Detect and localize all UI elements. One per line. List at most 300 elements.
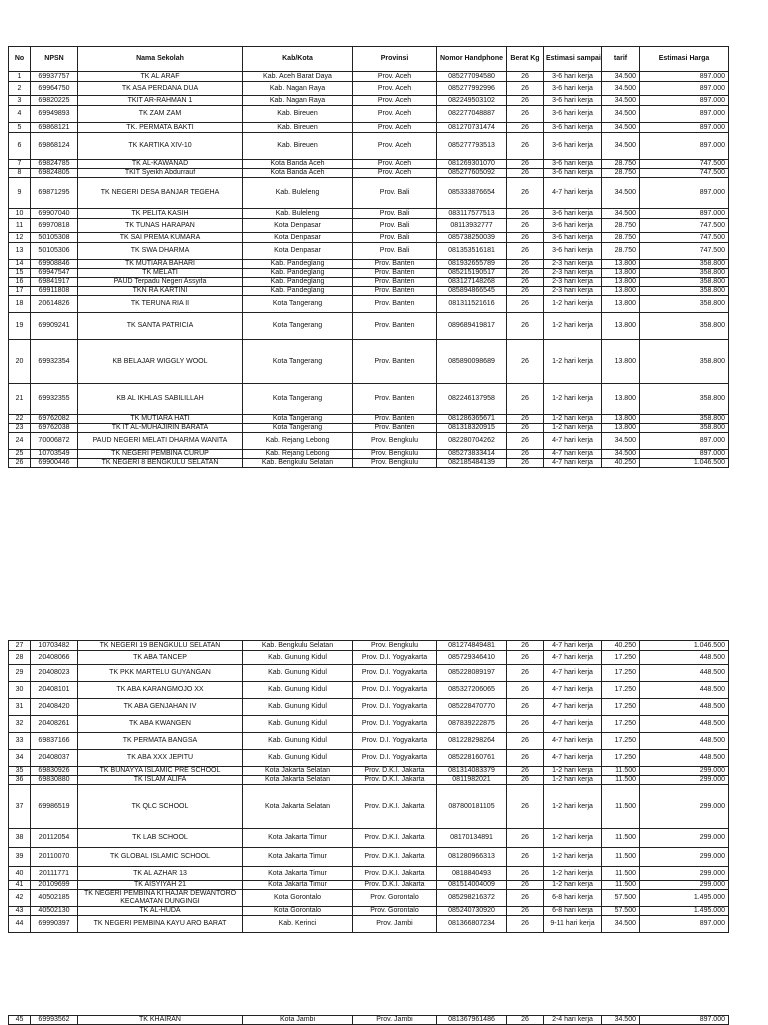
cell-nama-sekolah: TK ABA TANCEP — [78, 651, 243, 665]
table-row — [9, 169, 729, 178]
cell-provinsi: Prov. Banten — [353, 296, 437, 313]
cell-estimasi-harga: 897.000 — [640, 72, 729, 82]
cell-estimasi-sampai: 1-2 hari kerja — [544, 848, 602, 867]
cell-kab-kota: Kab. Gunung Kidul — [243, 651, 353, 665]
cell-tarif: 11.500 — [602, 785, 640, 829]
cell-tarif: 17.250 — [602, 733, 640, 750]
cell-kab-kota: Kota Tangerang — [243, 296, 353, 313]
cell-no: 16 — [9, 278, 31, 287]
cell-nomor-handphone: 085277605092 — [437, 169, 507, 178]
cell-estimasi-sampai: 2-4 hari kerja — [544, 1016, 602, 1025]
cell-nomor-handphone: 081228298264 — [437, 733, 507, 750]
cell-berat-kg: 26 — [507, 651, 544, 665]
cell-no: 10 — [9, 209, 31, 219]
cell-no: 41 — [9, 881, 31, 890]
cell-kab-kota: Kab. Nagan Raya — [243, 82, 353, 96]
cell-provinsi: Prov. D.I. Yogyakarta — [353, 665, 437, 682]
cell-no: 1 — [9, 72, 31, 82]
cell-estimasi-harga: 897.000 — [640, 1016, 729, 1025]
cell-estimasi-harga: 747.500 — [640, 169, 729, 178]
cell-nomor-handphone: 081314083379 — [437, 767, 507, 776]
cell-berat-kg: 26 — [507, 287, 544, 296]
cell-provinsi: Prov. D.K.I. Jakarta — [353, 848, 437, 867]
cell-berat-kg: 26 — [507, 384, 544, 415]
cell-npsn: 69932354 — [31, 340, 78, 384]
cell-no: 6 — [9, 133, 31, 160]
cell-tarif: 34.500 — [602, 106, 640, 123]
cell-provinsi: Prov. D.K.I. Jakarta — [353, 829, 437, 848]
table-row — [9, 72, 729, 82]
cell-estimasi-harga: 897.000 — [640, 123, 729, 133]
cell-nama-sekolah: TK GLOBAL ISLAMIC SCHOOL — [78, 848, 243, 867]
table-body-bottom — [9, 641, 729, 933]
table-row — [9, 415, 729, 424]
cell-estimasi-harga: 747.500 — [640, 233, 729, 243]
table-body-top — [9, 72, 729, 468]
cell-kab-kota: Kab. Pandeglang — [243, 278, 353, 287]
cell-provinsi: Prov. Aceh — [353, 72, 437, 82]
cell-berat-kg: 26 — [507, 767, 544, 776]
cell-estimasi-harga: 747.500 — [640, 219, 729, 233]
cell-berat-kg: 26 — [507, 260, 544, 269]
cell-nomor-handphone: 081318320915 — [437, 424, 507, 433]
cell-provinsi: Prov. Aceh — [353, 123, 437, 133]
cell-no: 7 — [9, 160, 31, 169]
cell-tarif: 57.500 — [602, 907, 640, 916]
cell-provinsi: Prov. Bali — [353, 209, 437, 219]
cell-provinsi: Prov. Bali — [353, 233, 437, 243]
cell-tarif: 34.500 — [602, 209, 640, 219]
cell-estimasi-harga: 448.500 — [640, 716, 729, 733]
cell-nama-sekolah: TK KARTIKA XIV-10 — [78, 133, 243, 160]
cell-estimasi-harga: 358.800 — [640, 415, 729, 424]
cell-npsn: 69868121 — [31, 123, 78, 133]
cell-berat-kg: 26 — [507, 233, 544, 243]
cell-kab-kota: Kab. Kerinci — [243, 916, 353, 933]
cell-nomor-handphone: 08170134891 — [437, 829, 507, 848]
cell-kab-kota: Kab. Gunung Kidul — [243, 750, 353, 767]
table-row — [9, 665, 729, 682]
cell-kab-kota: Kab. Bireuen — [243, 106, 353, 123]
cell-tarif: 17.250 — [602, 699, 640, 716]
cell-no: 14 — [9, 260, 31, 269]
table-row — [9, 243, 729, 260]
cell-nama-sekolah: TK MELATI — [78, 269, 243, 278]
cell-estimasi-harga: 897.000 — [640, 433, 729, 450]
cell-estimasi-sampai: 1-2 hari kerja — [544, 296, 602, 313]
table-row — [9, 651, 729, 665]
cell-kab-kota: Kab. Buleleng — [243, 178, 353, 209]
cell-kab-kota: Kota Denpasar — [243, 233, 353, 243]
cell-npsn: 69868124 — [31, 133, 78, 160]
cell-tarif: 17.250 — [602, 716, 640, 733]
cell-estimasi-sampai: 1-2 hari kerja — [544, 313, 602, 340]
cell-estimasi-harga: 448.500 — [640, 699, 729, 716]
cell-berat-kg: 26 — [507, 848, 544, 867]
cell-no: 18 — [9, 296, 31, 313]
cell-no: 45 — [9, 1016, 31, 1025]
cell-nama-sekolah: TK ABA GENJAHAN IV — [78, 699, 243, 716]
table-row — [9, 750, 729, 767]
cell-tarif: 17.250 — [602, 682, 640, 699]
cell-nama-sekolah: TK TUNAS HARAPAN — [78, 219, 243, 233]
cell-npsn: 69762082 — [31, 415, 78, 424]
table-row — [9, 296, 729, 313]
cell-estimasi-harga: 299.000 — [640, 881, 729, 890]
table-row — [9, 733, 729, 750]
cell-estimasi-harga: 448.500 — [640, 733, 729, 750]
cell-no: 34 — [9, 750, 31, 767]
cell-berat-kg: 26 — [507, 278, 544, 287]
cell-estimasi-harga: 358.800 — [640, 340, 729, 384]
cell-provinsi: Prov. Gorontalo — [353, 890, 437, 907]
cell-berat-kg: 26 — [507, 296, 544, 313]
header-estimasi-harga: Estimasi Harga — [640, 47, 729, 72]
cell-berat-kg: 26 — [507, 867, 544, 881]
cell-nomor-handphone: 085729346410 — [437, 651, 507, 665]
cell-tarif: 34.500 — [602, 1016, 640, 1025]
cell-npsn: 20408037 — [31, 750, 78, 767]
cell-no: 36 — [9, 776, 31, 785]
cell-nama-sekolah: TK PELITA KASIH — [78, 209, 243, 219]
cell-nama-sekolah: TK ABA XXX JEPITU — [78, 750, 243, 767]
cell-nama-sekolah: TK ASA PERDANA DUA — [78, 82, 243, 96]
cell-nama-sekolah: KB BELAJAR WIGGLY WOOL — [78, 340, 243, 384]
cell-tarif: 13.800 — [602, 340, 640, 384]
table-row — [9, 916, 729, 933]
cell-estimasi-sampai: 2-3 hari kerja — [544, 278, 602, 287]
cell-estimasi-harga: 897.000 — [640, 450, 729, 459]
header-tarif: tarif — [602, 47, 640, 72]
cell-estimasi-harga: 1.046.500 — [640, 641, 729, 651]
cell-estimasi-harga: 448.500 — [640, 665, 729, 682]
cell-npsn: 20408101 — [31, 682, 78, 699]
cell-nama-sekolah: TK AL-HUDA — [78, 907, 243, 916]
cell-no: 21 — [9, 384, 31, 415]
cell-nomor-handphone: 081280966313 — [437, 848, 507, 867]
cell-kab-kota: Kab. Pandeglang — [243, 260, 353, 269]
cell-nama-sekolah: KB AL IKHLAS SABILILLAH — [78, 384, 243, 415]
cell-provinsi: Prov. D.K.I. Jakarta — [353, 776, 437, 785]
cell-berat-kg: 26 — [507, 750, 544, 767]
cell-provinsi: Prov. Bengkulu — [353, 450, 437, 459]
table-row — [9, 233, 729, 243]
cell-npsn: 20408023 — [31, 665, 78, 682]
table-row — [9, 160, 729, 169]
cell-kab-kota: Kota Jakarta Timur — [243, 829, 353, 848]
cell-nama-sekolah: PAUD NEGERI MELATI DHARMA WANITA — [78, 433, 243, 450]
cell-no: 43 — [9, 907, 31, 916]
cell-estimasi-sampai: 3-6 hari kerja — [544, 160, 602, 169]
cell-estimasi-harga: 299.000 — [640, 829, 729, 848]
cell-kab-kota: Kota Denpasar — [243, 243, 353, 260]
cell-npsn: 69970818 — [31, 219, 78, 233]
shipping-table-page-2 — [8, 640, 729, 933]
table-row — [9, 313, 729, 340]
cell-estimasi-sampai: 1-2 hari kerja — [544, 829, 602, 848]
cell-nama-sekolah: TK KHAIRAN — [78, 1016, 243, 1025]
cell-kab-kota: Kota Jakarta Selatan — [243, 767, 353, 776]
cell-kab-kota: Kab. Buleleng — [243, 209, 353, 219]
cell-kab-kota: Kab. Nagan Raya — [243, 96, 353, 106]
cell-no: 20 — [9, 340, 31, 384]
cell-estimasi-harga: 448.500 — [640, 651, 729, 665]
cell-estimasi-sampai: 2-3 hari kerja — [544, 287, 602, 296]
table-row — [9, 641, 729, 651]
cell-nama-sekolah: TK LAB SCHOOL — [78, 829, 243, 848]
header-no: No — [9, 47, 31, 72]
cell-kab-kota: Kota Tangerang — [243, 340, 353, 384]
cell-npsn: 69824785 — [31, 160, 78, 169]
cell-tarif: 28.750 — [602, 233, 640, 243]
header-nama-sekolah: Nama Sekolah — [78, 47, 243, 72]
cell-kab-kota: Kab. Gunung Kidul — [243, 665, 353, 682]
cell-nama-sekolah: TK MUTIARA HATI — [78, 415, 243, 424]
cell-no: 35 — [9, 767, 31, 776]
cell-tarif: 11.500 — [602, 767, 640, 776]
cell-npsn: 10703549 — [31, 450, 78, 459]
cell-estimasi-harga: 358.800 — [640, 296, 729, 313]
cell-tarif: 28.750 — [602, 243, 640, 260]
cell-tarif: 40.250 — [602, 459, 640, 468]
table-row — [9, 890, 729, 907]
cell-provinsi: Prov. Aceh — [353, 96, 437, 106]
cell-estimasi-harga: 897.000 — [640, 178, 729, 209]
cell-nama-sekolah: TKIT AR-RAHMAN 1 — [78, 96, 243, 106]
cell-estimasi-harga: 448.500 — [640, 682, 729, 699]
cell-provinsi: Prov. D.I. Yogyakarta — [353, 651, 437, 665]
cell-npsn: 69908846 — [31, 260, 78, 269]
cell-provinsi: Prov. Bali — [353, 243, 437, 260]
cell-estimasi-sampai: 4-7 hari kerja — [544, 178, 602, 209]
cell-kab-kota: Kota Jakarta Selatan — [243, 785, 353, 829]
header-npsn: NPSN — [31, 47, 78, 72]
cell-nama-sekolah: TK PERMATA BANGSA — [78, 733, 243, 750]
cell-tarif: 13.800 — [602, 424, 640, 433]
cell-berat-kg: 26 — [507, 682, 544, 699]
cell-provinsi: Prov. Jambi — [353, 916, 437, 933]
cell-estimasi-sampai: 1-2 hari kerja — [544, 785, 602, 829]
cell-nama-sekolah: TK AL-KAWANAD — [78, 160, 243, 169]
cell-nama-sekolah: TK AISYIYAH 21 — [78, 881, 243, 890]
cell-kab-kota: Kab. Aceh Barat Daya — [243, 72, 353, 82]
cell-berat-kg: 26 — [507, 890, 544, 907]
cell-provinsi: Prov. Banten — [353, 313, 437, 340]
cell-provinsi: Prov. D.I. Yogyakarta — [353, 716, 437, 733]
table-body-cut — [9, 1016, 729, 1025]
cell-provinsi: Prov. D.K.I. Jakarta — [353, 785, 437, 829]
cell-estimasi-sampai: 3-6 hari kerja — [544, 219, 602, 233]
cell-nama-sekolah: TK SWA DHARMA — [78, 243, 243, 260]
cell-estimasi-sampai: 3-6 hari kerja — [544, 169, 602, 178]
table-row — [9, 219, 729, 233]
cell-nama-sekolah: TK IT AL-MUHAJIRIN BARATA — [78, 424, 243, 433]
cell-estimasi-sampai: 1-2 hari kerja — [544, 415, 602, 424]
header-nomor-handphone: Nomor Handphone — [437, 47, 507, 72]
cell-provinsi: Prov. D.K.I. Jakarta — [353, 881, 437, 890]
cell-provinsi: Prov. Banten — [353, 415, 437, 424]
cell-nama-sekolah: TK SANTA PATRICIA — [78, 313, 243, 340]
cell-kab-kota: Kab. Pandeglang — [243, 269, 353, 278]
cell-nomor-handphone: 085333876654 — [437, 178, 507, 209]
cell-provinsi: Prov. Banten — [353, 278, 437, 287]
cell-kab-kota: Kota Tangerang — [243, 415, 353, 424]
cell-no: 39 — [9, 848, 31, 867]
cell-provinsi: Prov. Banten — [353, 287, 437, 296]
table-row — [9, 96, 729, 106]
cell-npsn: 69830880 — [31, 776, 78, 785]
cell-estimasi-sampai: 4-7 hari kerja — [544, 699, 602, 716]
cell-nomor-handphone: 08113932777 — [437, 219, 507, 233]
cell-npsn: 69947547 — [31, 269, 78, 278]
table-row — [9, 123, 729, 133]
table-row — [9, 907, 729, 916]
cell-berat-kg: 26 — [507, 96, 544, 106]
cell-nomor-handphone: 081932655789 — [437, 260, 507, 269]
cell-nama-sekolah: TK NEGERI PEMBINA KI HAJAR DEWANTORO KECAMATAN DUNGINGI — [78, 890, 243, 907]
cell-kab-kota: Kota Tangerang — [243, 384, 353, 415]
cell-no: 5 — [9, 123, 31, 133]
cell-estimasi-harga: 299.000 — [640, 785, 729, 829]
cell-npsn: 69937757 — [31, 72, 78, 82]
table-row — [9, 459, 729, 468]
cell-estimasi-sampai: 3-6 hari kerja — [544, 133, 602, 160]
cell-kab-kota: Kota Gorontalo — [243, 890, 353, 907]
cell-nama-sekolah: TKN RA KARTINI — [78, 287, 243, 296]
cell-no: 8 — [9, 169, 31, 178]
cell-estimasi-sampai: 4-7 hari kerja — [544, 459, 602, 468]
cell-berat-kg: 26 — [507, 459, 544, 468]
cell-berat-kg: 26 — [507, 665, 544, 682]
table-row — [9, 1016, 729, 1025]
cell-no: 15 — [9, 269, 31, 278]
cell-npsn: 10703482 — [31, 641, 78, 651]
cell-no: 2 — [9, 82, 31, 96]
cell-tarif: 13.800 — [602, 296, 640, 313]
cell-no: 23 — [9, 424, 31, 433]
cell-tarif: 13.800 — [602, 313, 640, 340]
cell-provinsi: Prov. Bengkulu — [353, 459, 437, 468]
cell-estimasi-harga: 747.500 — [640, 160, 729, 169]
table-row — [9, 682, 729, 699]
cell-estimasi-sampai: 1-2 hari kerja — [544, 867, 602, 881]
cell-berat-kg: 26 — [507, 160, 544, 169]
cell-provinsi: Prov. Aceh — [353, 106, 437, 123]
cell-estimasi-harga: 358.800 — [640, 384, 729, 415]
table-row — [9, 867, 729, 881]
cell-estimasi-sampai: 1-2 hari kerja — [544, 881, 602, 890]
cell-estimasi-harga: 1.495.000 — [640, 890, 729, 907]
cell-npsn: 20109699 — [31, 881, 78, 890]
cell-provinsi: Prov. D.I. Yogyakarta — [353, 733, 437, 750]
cell-nomor-handphone: 085738250039 — [437, 233, 507, 243]
cell-estimasi-harga: 358.800 — [640, 287, 729, 296]
cell-provinsi: Prov. Bali — [353, 219, 437, 233]
table-row — [9, 776, 729, 785]
table-row — [9, 82, 729, 96]
cell-no: 32 — [9, 716, 31, 733]
cell-provinsi: Prov. Bengkulu — [353, 641, 437, 651]
cell-kab-kota: Kab. Rejang Lebong — [243, 450, 353, 459]
cell-nama-sekolah: TK BUNAYYA ISLAMIC PRE SCHOOL — [78, 767, 243, 776]
cell-no: 19 — [9, 313, 31, 340]
cell-nama-sekolah: TK AL ARAF — [78, 72, 243, 82]
cell-estimasi-harga: 1.046.500 — [640, 459, 729, 468]
table-row — [9, 699, 729, 716]
cell-estimasi-sampai: 4-7 hari kerja — [544, 641, 602, 651]
cell-nomor-handphone: 085890098689 — [437, 340, 507, 384]
cell-estimasi-sampai: 4-7 hari kerja — [544, 750, 602, 767]
cell-nomor-handphone: 081353516181 — [437, 243, 507, 260]
cell-nomor-handphone: 082249503102 — [437, 96, 507, 106]
cell-tarif: 17.250 — [602, 665, 640, 682]
cell-berat-kg: 26 — [507, 72, 544, 82]
cell-nomor-handphone: 082185484139 — [437, 459, 507, 468]
cell-nama-sekolah: TK NEGERI PEMBINA KAYU ARO BARAT — [78, 916, 243, 933]
cell-estimasi-harga: 448.500 — [640, 750, 729, 767]
cell-kab-kota: Kab. Rejang Lebong — [243, 433, 353, 450]
cell-berat-kg: 26 — [507, 106, 544, 123]
cell-npsn: 69990397 — [31, 916, 78, 933]
cell-nomor-handphone: 0811982021 — [437, 776, 507, 785]
table-row — [9, 450, 729, 459]
table-row — [9, 209, 729, 219]
cell-nomor-handphone: 087839222875 — [437, 716, 507, 733]
cell-kab-kota: Kab. Gunung Kidul — [243, 733, 353, 750]
cell-tarif: 11.500 — [602, 829, 640, 848]
cell-berat-kg: 26 — [507, 415, 544, 424]
cell-nomor-handphone: 081270731474 — [437, 123, 507, 133]
cell-npsn: 69993562 — [31, 1016, 78, 1025]
cell-nomor-handphone: 085298216372 — [437, 890, 507, 907]
cell-tarif: 13.800 — [602, 384, 640, 415]
cell-nomor-handphone: 085277992996 — [437, 82, 507, 96]
cell-nama-sekolah: TK ISLAM ALIFA — [78, 776, 243, 785]
cell-tarif: 34.500 — [602, 916, 640, 933]
cell-estimasi-sampai: 4-7 hari kerja — [544, 733, 602, 750]
cell-provinsi: Prov. Banten — [353, 384, 437, 415]
cell-estimasi-sampai: 9-11 hari kerja — [544, 916, 602, 933]
cell-nomor-handphone: 082246137958 — [437, 384, 507, 415]
cell-kab-kota: Kab. Bireuen — [243, 123, 353, 133]
table-header-row — [9, 47, 729, 72]
cell-npsn: 69820225 — [31, 96, 78, 106]
cell-nama-sekolah: TK NEGERI 8 BENGKULU SELATAN — [78, 459, 243, 468]
cell-provinsi: Prov. Aceh — [353, 169, 437, 178]
cell-tarif: 28.750 — [602, 219, 640, 233]
table-row — [9, 424, 729, 433]
cell-estimasi-sampai: 4-7 hari kerja — [544, 665, 602, 682]
cell-kab-kota: Kota Jakarta Timur — [243, 867, 353, 881]
cell-provinsi: Prov. Bengkulu — [353, 433, 437, 450]
cell-tarif: 34.500 — [602, 72, 640, 82]
cell-tarif: 34.500 — [602, 123, 640, 133]
table-row — [9, 278, 729, 287]
cell-nomor-handphone: 081367961486 — [437, 1016, 507, 1025]
cell-kab-kota: Kota Jambi — [243, 1016, 353, 1025]
cell-nama-sekolah: TK SAI PREMA KUMARA — [78, 233, 243, 243]
cell-berat-kg: 26 — [507, 82, 544, 96]
shipping-table-page-1 — [8, 46, 729, 468]
cell-berat-kg: 26 — [507, 450, 544, 459]
cell-estimasi-sampai: 1-2 hari kerja — [544, 776, 602, 785]
cell-npsn: 20408261 — [31, 716, 78, 733]
cell-tarif: 34.500 — [602, 178, 640, 209]
table-row — [9, 260, 729, 269]
cell-npsn: 20111771 — [31, 867, 78, 881]
cell-berat-kg: 26 — [507, 1016, 544, 1025]
cell-nomor-handphone: 081286365671 — [437, 415, 507, 424]
